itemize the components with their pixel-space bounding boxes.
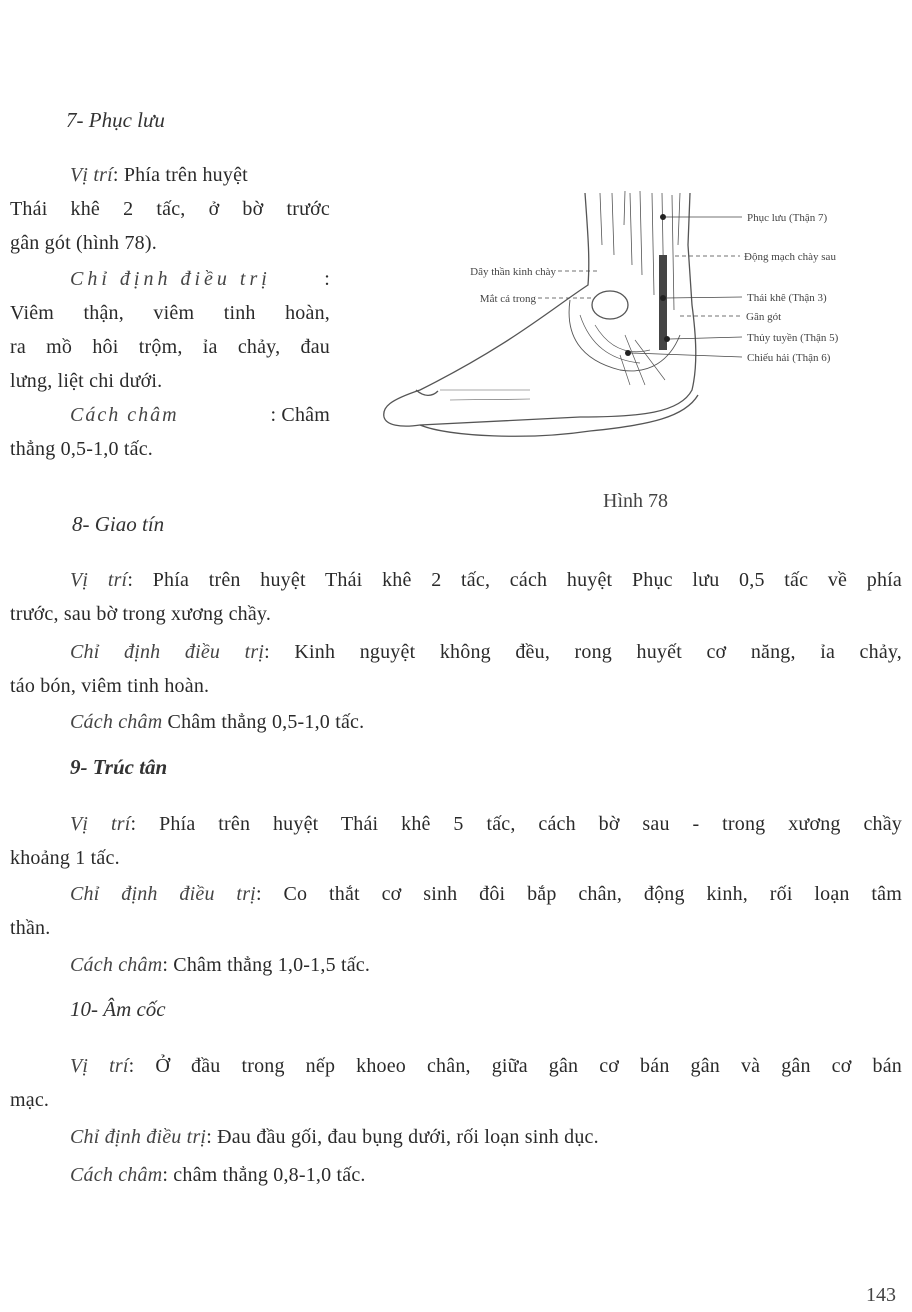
chi-dinh-line: thần. xyxy=(10,917,51,939)
section-heading-giao-tin: 8- Giao tín xyxy=(72,512,165,536)
vi-tri-line: Vị trí: Phía trên huyệt Thái khê 2 tấc, cách huyệt Phục lưu 0,5 tấc về phía xyxy=(70,569,903,591)
cach-cham-line: Cách châm: châm thẳng 0,8-1,0 tấc. xyxy=(70,1164,366,1186)
chi-dinh-line: ra mồ hôi trộm, ỉa chảy, đau xyxy=(10,336,330,358)
vi-tri-line: trước, sau bờ trong xương chầy. xyxy=(10,603,272,625)
chi-dinh-label: Chỉ định điều trị xyxy=(70,883,256,905)
chi-dinh-line: Viêm thận, viêm tinh hoàn, xyxy=(10,302,330,324)
vi-tri-line: Vị trí: Phía trên huyệt Thái khê 5 tấc, cách bờ sau - trong xương chầy xyxy=(70,813,902,835)
vi-tri-line: khoảng 1 tấc. xyxy=(10,847,120,869)
label-chieu-hai: Chiếu hải (Thận 6) xyxy=(747,352,831,364)
ankle-anatomy-figure xyxy=(380,185,900,450)
section-heading-phuc-luu: 7- Phục lưu xyxy=(66,108,165,132)
label-thai-khe: Thái khê (Thận 3) xyxy=(747,292,827,304)
vi-tri-label: Vị trí xyxy=(70,1055,129,1077)
label-day-than-kinh-chay: Dây thần kinh chày xyxy=(470,266,556,278)
label-gan-got: Gân gót xyxy=(746,311,782,323)
point-thuy-tuyen xyxy=(664,336,670,342)
point-phuc-luu xyxy=(660,214,666,220)
page-number: 143 xyxy=(866,1284,896,1306)
cach-cham-line: Cách châm: Châm thẳng 1,0-1,5 tấc. xyxy=(70,954,371,976)
point-chieu-hai xyxy=(625,350,631,356)
section-heading-am-coc: 10- Âm cốc xyxy=(70,997,166,1021)
chi-dinh-line: Chỉ định điều trị: Kinh nguyệt không đều, rong huyết cơ năng, ỉa chảy, xyxy=(70,641,903,663)
label-dong-mach-chay-sau: Động mạch chày sau xyxy=(744,251,836,263)
chi-dinh-label: Chỉ định điều trị xyxy=(70,268,271,290)
achilles-tendon xyxy=(659,255,667,350)
figure-caption: Hình 78 xyxy=(603,490,668,512)
section-heading-truc-tan: 9- Trúc tân xyxy=(70,755,168,779)
sole-outline xyxy=(420,395,698,436)
vi-tri-label: Vị trí xyxy=(70,813,131,835)
label-phuc-luu: Phục lưu (Thận 7) xyxy=(747,212,828,224)
label-thuy-tuyen: Thủy tuyền (Thận 5) xyxy=(747,332,839,344)
vi-tri-label: Vị trí xyxy=(70,164,113,186)
cach-cham-line: Cách châm Châm thẳng 0,5-1,0 tấc. xyxy=(70,711,365,733)
chi-dinh-line: Chỉ định điều trị: Đau đầu gối, đau bụng dưới, rối loạn sinh dục. xyxy=(70,1126,599,1148)
cach-cham-line: thẳng 0,5-1,0 tấc. xyxy=(10,438,154,460)
vi-tri-line: Vị trí: Phía trên huyệt xyxy=(70,164,248,186)
vi-tri-line: Thái khê 2 tấc, ở bờ trước xyxy=(10,198,330,220)
chi-dinh-label: Chỉ định điều trị xyxy=(70,1126,207,1148)
chi-dinh-line: lưng, liệt chi dưới. xyxy=(10,370,163,392)
cach-cham-label: Cách châm xyxy=(70,711,163,733)
leg-outline xyxy=(384,193,696,426)
cach-cham-label: Cách châm xyxy=(70,1164,163,1186)
point-thai-khe xyxy=(660,295,666,301)
label-mat-ca-trong: Mắt cá trong xyxy=(479,293,536,305)
medial-malleolus xyxy=(592,291,628,319)
cach-cham-label: Cách châm xyxy=(70,954,163,976)
cach-cham-label: Cách châm xyxy=(70,404,179,426)
chi-dinh-line: táo bón, viêm tinh hoàn. xyxy=(10,675,210,697)
chi-dinh-line: Chỉ định điều trị: Co thắt cơ sinh đôi bắp chân, động kinh, rối loạn tâm xyxy=(70,883,902,905)
vi-tri-line: Vị trí: Ở đầu trong nếp khoeo chân, giữa gân cơ bán gân và gân cơ bán xyxy=(70,1055,902,1077)
vi-tri-label: Vị trí xyxy=(70,569,128,591)
cach-cham-line: Cách châm : Châm xyxy=(70,398,330,433)
chi-dinh-line: Chỉ định điều trị : xyxy=(70,262,330,297)
chi-dinh-label: Chỉ định điều trị xyxy=(70,641,265,663)
vi-tri-line: gân gót (hình 78). xyxy=(10,232,157,254)
vi-tri-line: mạc. xyxy=(10,1089,50,1111)
